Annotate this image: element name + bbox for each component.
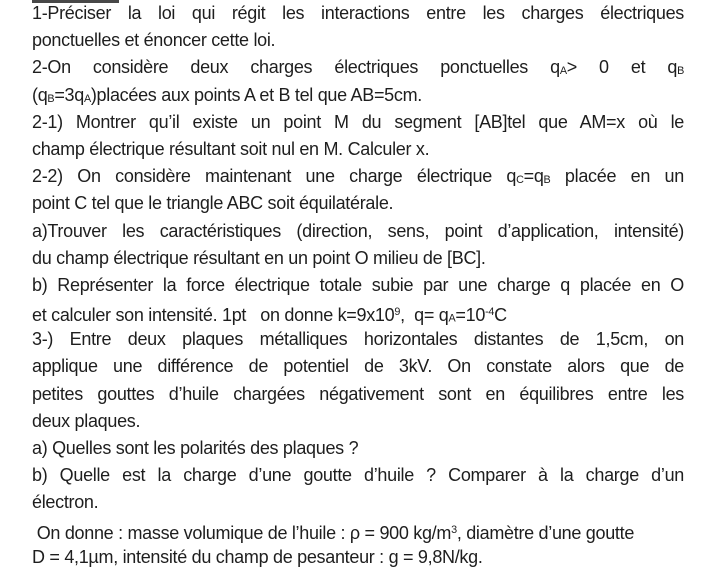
text-segment: ponctuelles et énoncer cette loi. — [32, 30, 276, 51]
text-segment: )placées aux points A et B tel que AB=5cm. — [90, 84, 422, 105]
text-line — [32, 218, 684, 245]
subscript: C — [516, 173, 524, 186]
text-line — [32, 0, 684, 27]
text-segment: 3-) Entre deux plaques métalliques horizontales distantes de 1,5cm, on — [32, 329, 684, 350]
text-line — [32, 27, 684, 54]
text-segment: 1-Préciser la loi qui régit les interactions entre les charges électriques — [32, 3, 684, 23]
text-segment: =10 — [455, 305, 486, 325]
text-segment: applique une différence de potentiel de 3kV. On constate alors que de — [32, 356, 684, 377]
text-line — [32, 517, 684, 544]
document-page — [32, 0, 684, 571]
text-line — [32, 136, 684, 163]
text-line — [32, 435, 684, 462]
text-line — [32, 163, 684, 190]
text-segment: =3q — [54, 84, 84, 105]
text-segment: On donne : masse volumique de l’huile : ρ = 900 kg/m — [32, 522, 452, 543]
text-line — [32, 190, 684, 217]
text-segment: 2-On considère deux charges électriques ponctuelles q — [32, 57, 560, 78]
text-segment: électron. — [32, 492, 99, 513]
text-segment: du champ électrique résultant en un point O milieu de [BC]. — [32, 247, 486, 268]
text-segment: a)Trouver les caractéristiques (direction, sens, point d’application, intensité) — [32, 220, 684, 241]
text-segment: 2-2) On considère maintenant une charge électrique q — [32, 166, 517, 187]
text-line — [32, 408, 684, 435]
subscript: B — [47, 92, 55, 105]
text-segment: champ électrique résultant soit nul en M. Calculer x. — [32, 138, 430, 159]
superscript: 3 — [451, 523, 457, 536]
text-segment: , q= q — [400, 305, 449, 325]
text-line — [32, 353, 684, 380]
text-segment: , diamètre d’une goutte — [456, 522, 635, 543]
text-line — [32, 109, 684, 136]
text-segment: b) Quelle est la charge d’une goutte d’huile ? Comparer à la charge d’un — [32, 465, 684, 486]
text-segment: deux plaques. — [32, 410, 141, 431]
subscript: B — [677, 65, 684, 78]
text-line — [32, 245, 684, 272]
text-line — [32, 381, 684, 408]
text-segment: D = 4,1µm, intensité du champ de pesanteur : g = 9,8N/kg. — [32, 546, 483, 567]
text-line — [32, 326, 684, 353]
text-line — [32, 489, 684, 516]
text-segment: petites gouttes d’huile chargées négativement sont en équilibres entre les — [32, 383, 684, 404]
text-segment: > 0 et q — [566, 57, 678, 78]
text-line — [32, 299, 684, 326]
text-segment: placée en un — [550, 166, 684, 187]
subscript: B — [543, 173, 551, 186]
text-line — [32, 544, 684, 571]
text-line — [32, 272, 684, 299]
text-segment: point C tel que le triangle ABC soit équilatérale. — [32, 193, 394, 214]
text-segment: =q — [523, 166, 544, 187]
text-segment: a) Quelles sont les polarités des plaques ? — [32, 438, 359, 458]
text-segment: (q — [32, 84, 48, 105]
superscript: 9 — [394, 306, 401, 319]
text-line — [32, 82, 684, 109]
text-line — [32, 462, 684, 489]
text-line — [32, 54, 684, 81]
subscript: A — [559, 65, 567, 78]
superscript: -4 — [485, 306, 495, 319]
text-segment: C — [494, 305, 507, 325]
text-segment: b) Représenter la force électrique totale subie par une charge q placée en O — [32, 274, 684, 295]
subscript: A — [448, 312, 456, 325]
subscript: A — [83, 92, 91, 105]
text-segment: 2-1) Montrer qu’il existe un point M du segment [AB]tel que AM=x où le — [32, 111, 684, 132]
text-segment: et calculer son intensité. 1pt on donne k=9x10 — [32, 305, 395, 325]
